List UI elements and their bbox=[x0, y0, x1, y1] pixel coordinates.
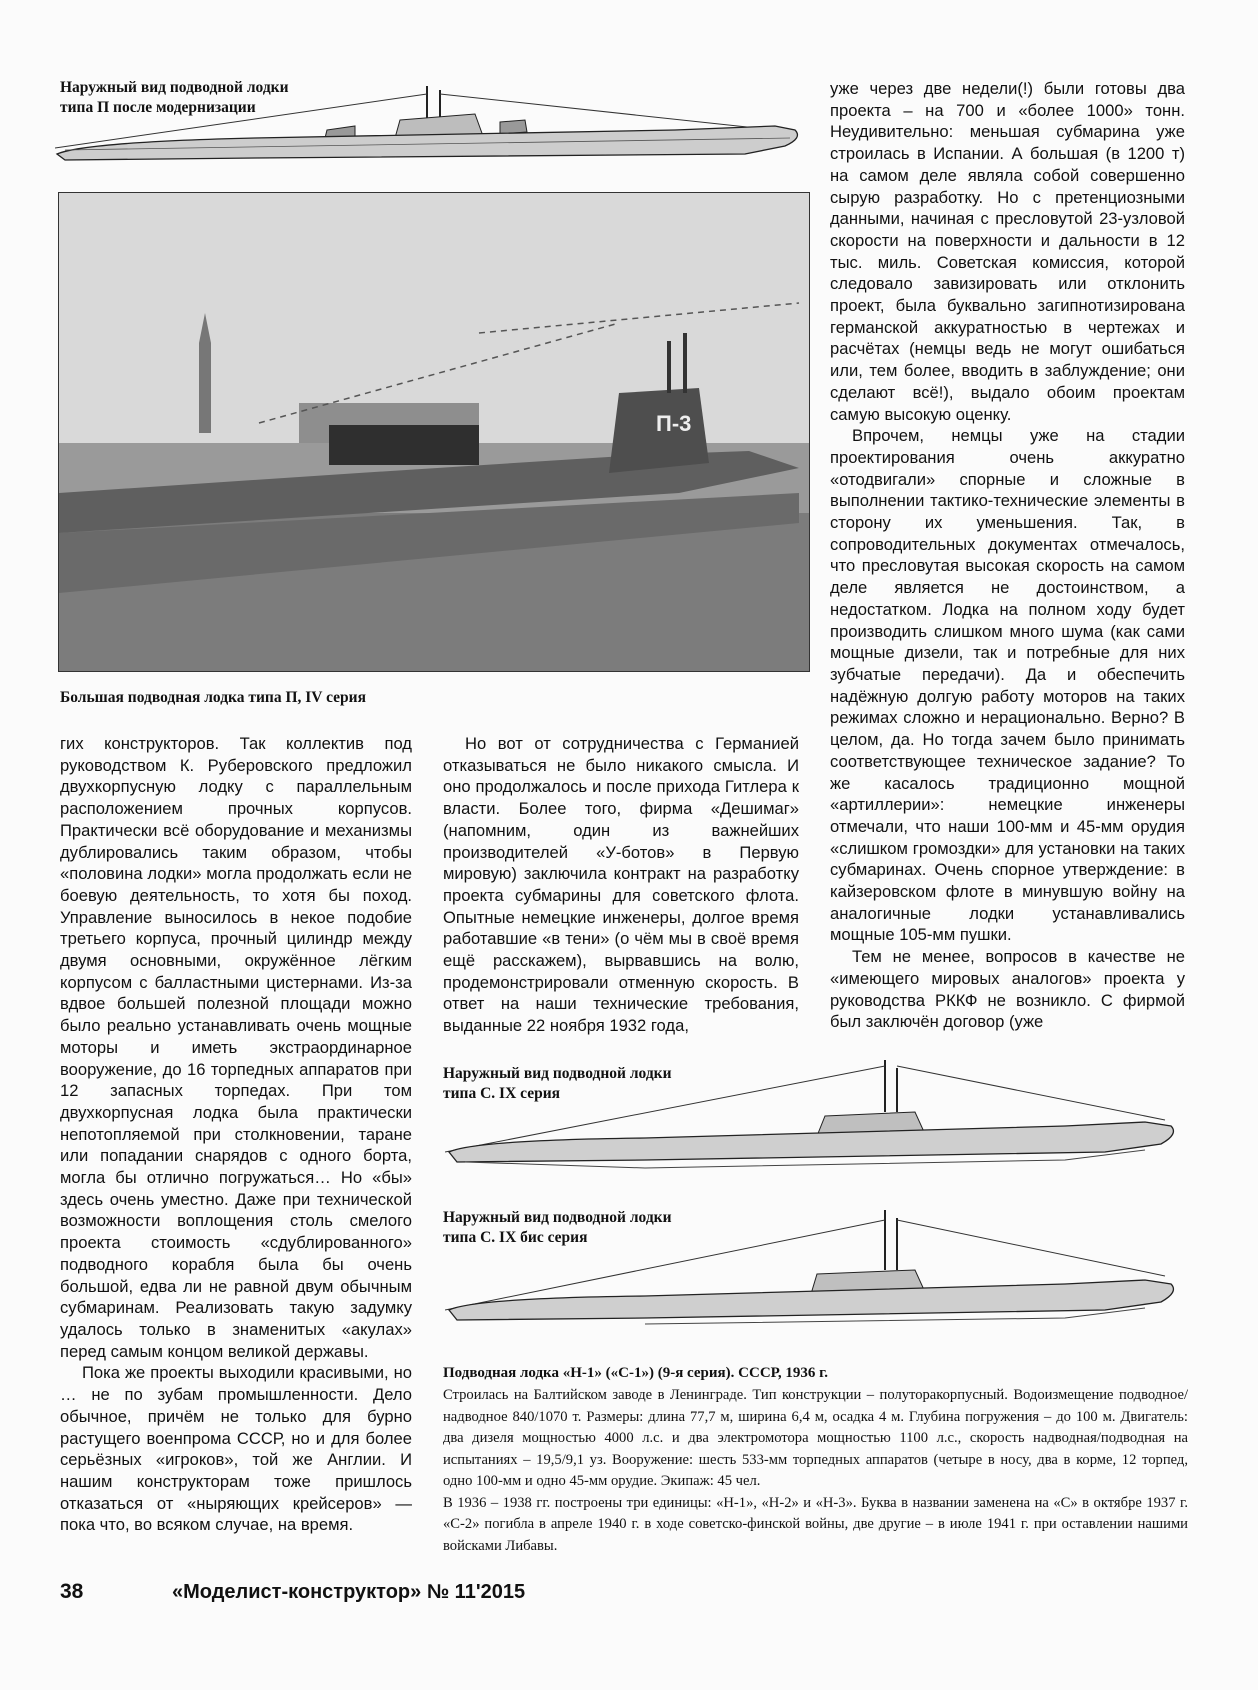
magazine-title: «Моделист-конструктор» № 11'2015 bbox=[172, 1581, 526, 1603]
submarine-photo bbox=[58, 192, 810, 672]
drawing-2-caption-line1: Наружный вид подводной лодки bbox=[443, 1209, 672, 1226]
drawing-1-caption-line1: Наружный вид подводной лодки bbox=[443, 1065, 672, 1082]
submarine-drawing-type-s-ix-bis bbox=[445, 1200, 1185, 1330]
col3-paragraph: Тем не менее, вопросов в качестве не «имеющего мировых аналогов» проекта у руководства РККФ не возникло. С фирмой был заключён договор (уже bbox=[830, 947, 1185, 1032]
col3-paragraph: Впрочем, немцы уже на стадии проектирования очень аккуратно «отодвигали» спорные и сложные в выполнении тактико-технические элементы в сторону их уменьшения. Так, в сопроводительных документах отмечалось, что пресловутая высокая скорость на самом деле является не достоинством, а недостатком. Лодка на полном ходу будет производить слишком много шума (как сами мощные дизели, так и потребные для них зубчатые передачи). Да и обеспечить надёжную долгую работу моторов на таких режимах сложно и нерационально. Верно? В целом, да. Но тогда зачем было принимать соответствующее техническое задание? То же касалось традиционно мощной «артиллерии»: немецкие инженеры отмечали, что наши 100-мм и 45-мм орудия «слишком громоздки» для установки на таких субмаринах. Очень спорное утверждение: в кайзеровском флоте в минувшую войну на аналогичные лодки устанавливались мощные 105-мм пушки. bbox=[830, 426, 1185, 945]
page-number: 38 bbox=[60, 1580, 84, 1603]
top-drawing-caption-line1: Наружный вид подводной лодки bbox=[60, 79, 289, 96]
submarine-drawing-type-p bbox=[55, 86, 810, 176]
spec-title: Подводная лодка «Н-1» («С-1») (9-я серия). СССР, 1936 г. bbox=[443, 1365, 829, 1381]
spec-history: В 1936 – 1938 гг. построены три единицы: «Н-1», «Н-2» и «Н-3». Буква в названии заменена на «С» в октябре 1937 г. «С-2» погибла в апреле 1940 г. в ходе советско-финской войны, две другие – в июле 1941 г. при оставлении нашими войсками Либавы. bbox=[443, 1494, 1188, 1554]
spec-body: Строилась на Балтийском заводе в Ленинграде. Тип конструкции – полуторакорпусный. Водоизмещение подводное/надводное 840/1070 т. Размеры: длина 77,7 м, ширина 6,4 м, осадка 4 м. Глубина погружения – до 100 м. Двигатель: два дизеля мощностью 4000 л.с. и два электромотора мощностью 1100 л.с., скорость надводная/подводная на испытаниях – 19,5/9,1 уз. Вооружение: шесть 533-мм торпедных аппаратов (четыре в носу, два в корме, 12 торпед, одно 100-мм и одно 45-мм орудие. Экипаж: 45 чел. bbox=[443, 1387, 1188, 1489]
drawing-2-caption-line2: типа С. IX бис серия bbox=[443, 1229, 588, 1246]
column-3-text bbox=[830, 78, 1185, 1033]
col1-paragraph: Пока же проекты выходили красивыми, но … не по зубам промышленности. Дело обычное, причём не только для бурно растущего военпрома СССР, но и для более серьёзных «игроков», той же Англии. И нашим конструкторам тоже пришлось отказаться от «ныряющих крейсеров» — пока что, во всяком случае, на время. bbox=[60, 1363, 412, 1535]
col1-paragraph: гих конструкторов. Так коллектив под руководством К. Руберовского предложил двухкорпусную лодку с параллельным расположением прочных корпусов. Практически всё оборудование и механизмы дублировались таким образом, чтобы «половина лодки» могла продолжать если не боевую деятельность, то хотя бы поход. Управление выносилось в некое подобие третьего корпуса, прочный цилиндр между двумя основными, окружённое лёгким корпусом с балластными цистернами. Из-за вдвое большей полезной площади можно было реально устанавливать очень мощные моторы и иметь экстраординарное вооружение, до 16 торпедных аппаратов при 12 запасных торпедах. При том двухкорпусная лодка была практически непотопляемой при столкновении, таране или попадании снарядов с одного борта, могла бы отлично погружаться… Но «бы» здесь очень уместно. Даже при технической возможности воплощения столь смелого проекта стоимость «сдублированного» подводного корабля была бы очень большой, едва ли не равной двум обычным субмаринам. Реализовать такую задумку удалось только в знаменитых «акулах» перед самым концом великой державы. bbox=[60, 734, 412, 1361]
hull-marking: П-3 bbox=[656, 411, 692, 436]
spec-block bbox=[443, 1363, 1188, 1557]
col2-paragraph: Но вот от сотрудничества с Германией отказываться не было никакого смысла. И оно продолжалось и после прихода Гитлера к власти. Более того, фирма «Дешимаг» (напомним, один из важнейших производителей «У-ботов» в Первую мировую) заключила контракт на разработку проекта субмарины для советского флота. Опытные немецкие инженеры, долгое время работавшие «в тени» (о чём мы в своё время ещё расскажем), вырвавшись на волю, продемонстрировали отменную скорость. В ответ на наши технические требования, выданные 22 ноября 1932 года, bbox=[443, 734, 799, 1036]
photo-caption: Большая подводная лодка типа П, IV серия bbox=[60, 689, 366, 706]
col3-paragraph: уже через две недели(!) были готовы два проекта – на 700 и «более 1000» тонн. Неудивительно: меньшая субмарина уже строилась в Испании. А большая (в 1200 т) на самом деле являла собой совершенно сырую разработку. Но с претенциозными данными, начиная с пресловутой 23-узловой скорости на поверхности и дальности в 12 тыс. миль. Советская комиссия, которой следовало завизировать или отклонить проект, была буквально загипнотизирована германской аккуратностью в чертежах и расчётах (немцы ведь не могут ошибаться или, тем более, вводить в заблуждение; они сделают всё!), выдало обоим проектам самую высокую оценку. bbox=[830, 79, 1185, 424]
column-1-text bbox=[60, 733, 412, 1536]
photo-scene bbox=[59, 193, 809, 671]
top-drawing-caption-line2: типа П после модернизации bbox=[60, 99, 256, 116]
drawing-1-caption-line2: типа С. IX серия bbox=[443, 1085, 561, 1102]
column-2-text bbox=[443, 733, 799, 1037]
submarine-drawing-type-s-ix bbox=[445, 1060, 1185, 1170]
